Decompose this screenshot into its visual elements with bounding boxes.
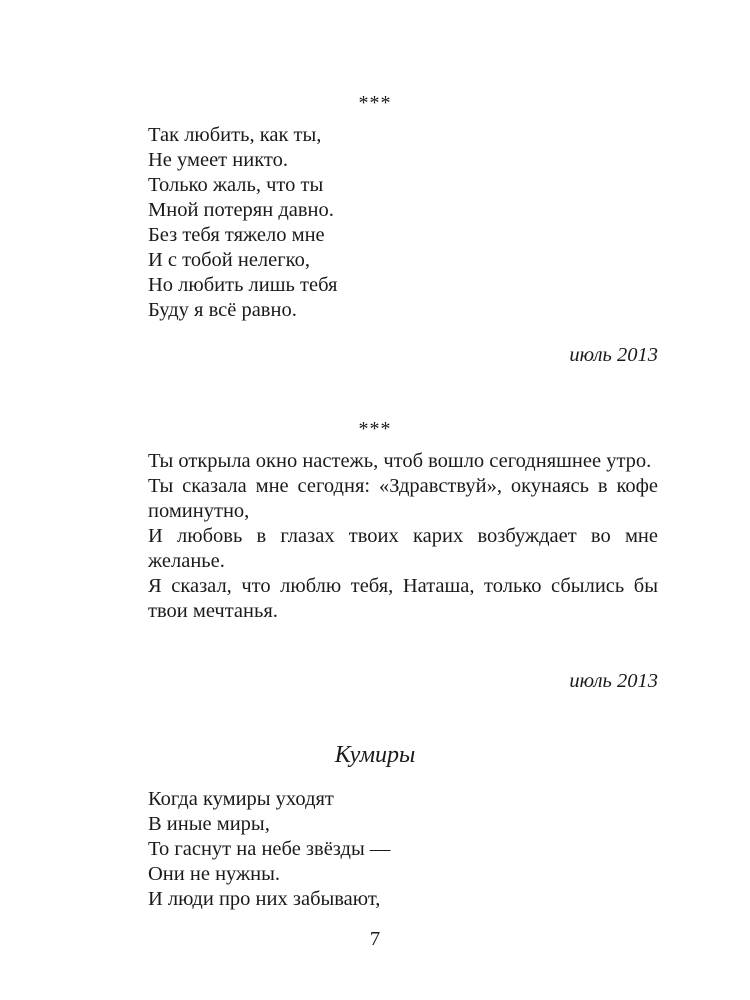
poem-1-stanza (148, 123, 658, 323)
poem-1-line: Только жаль, что ты (148, 174, 324, 196)
poem-3-line: И люди про них забывают, (148, 888, 381, 910)
poem-3-line: То гаснут на небе звёзды — (148, 838, 391, 860)
poem-2-paragraph: Ты открыла окно настежь, чтоб вошло сегодняшнее утро. (148, 450, 652, 472)
poem-2-paragraph: Я сказал, что люблю тебя, Наташа, только сбылись бы твои мечтанья. (148, 575, 658, 622)
poem-2-date: июль 2013 (569, 670, 658, 692)
poem-2-separator: *** (358, 418, 392, 440)
poem-1-line: Буду я всё равно. (148, 299, 297, 321)
poem-3-line: В иные миры, (148, 813, 270, 835)
poem-1-separator: *** (358, 92, 392, 114)
page-number: 7 (369, 928, 381, 950)
poem-1-line: И с тобой нелегко, (148, 249, 310, 271)
poem-2-text (148, 449, 658, 624)
poem-1-date: июль 2013 (569, 344, 658, 366)
poem-1-line: Без тебя тяжело мне (148, 224, 325, 246)
poem-2-paragraph: И любовь в глазах твоих карих возбуждает во мне желанье. (148, 525, 658, 572)
poem-2-paragraph: Ты сказала мне сегодня: «Здравствуй», окунаясь в кофе поминутно, (148, 475, 658, 522)
poem-1-line: Мной потерян давно. (148, 199, 334, 221)
poem-1-line: Так любить, как ты, (148, 124, 322, 146)
poem-3-title: Кумиры (334, 742, 416, 768)
poem-3-line: Они не нужны. (148, 863, 281, 885)
poem-1-line: Но любить лишь тебя (148, 274, 338, 296)
poem-3-line: Когда кумиры уходят (148, 788, 334, 810)
poem-1-line: Не умеет никто. (148, 149, 288, 171)
poem-3-stanza (148, 787, 658, 912)
